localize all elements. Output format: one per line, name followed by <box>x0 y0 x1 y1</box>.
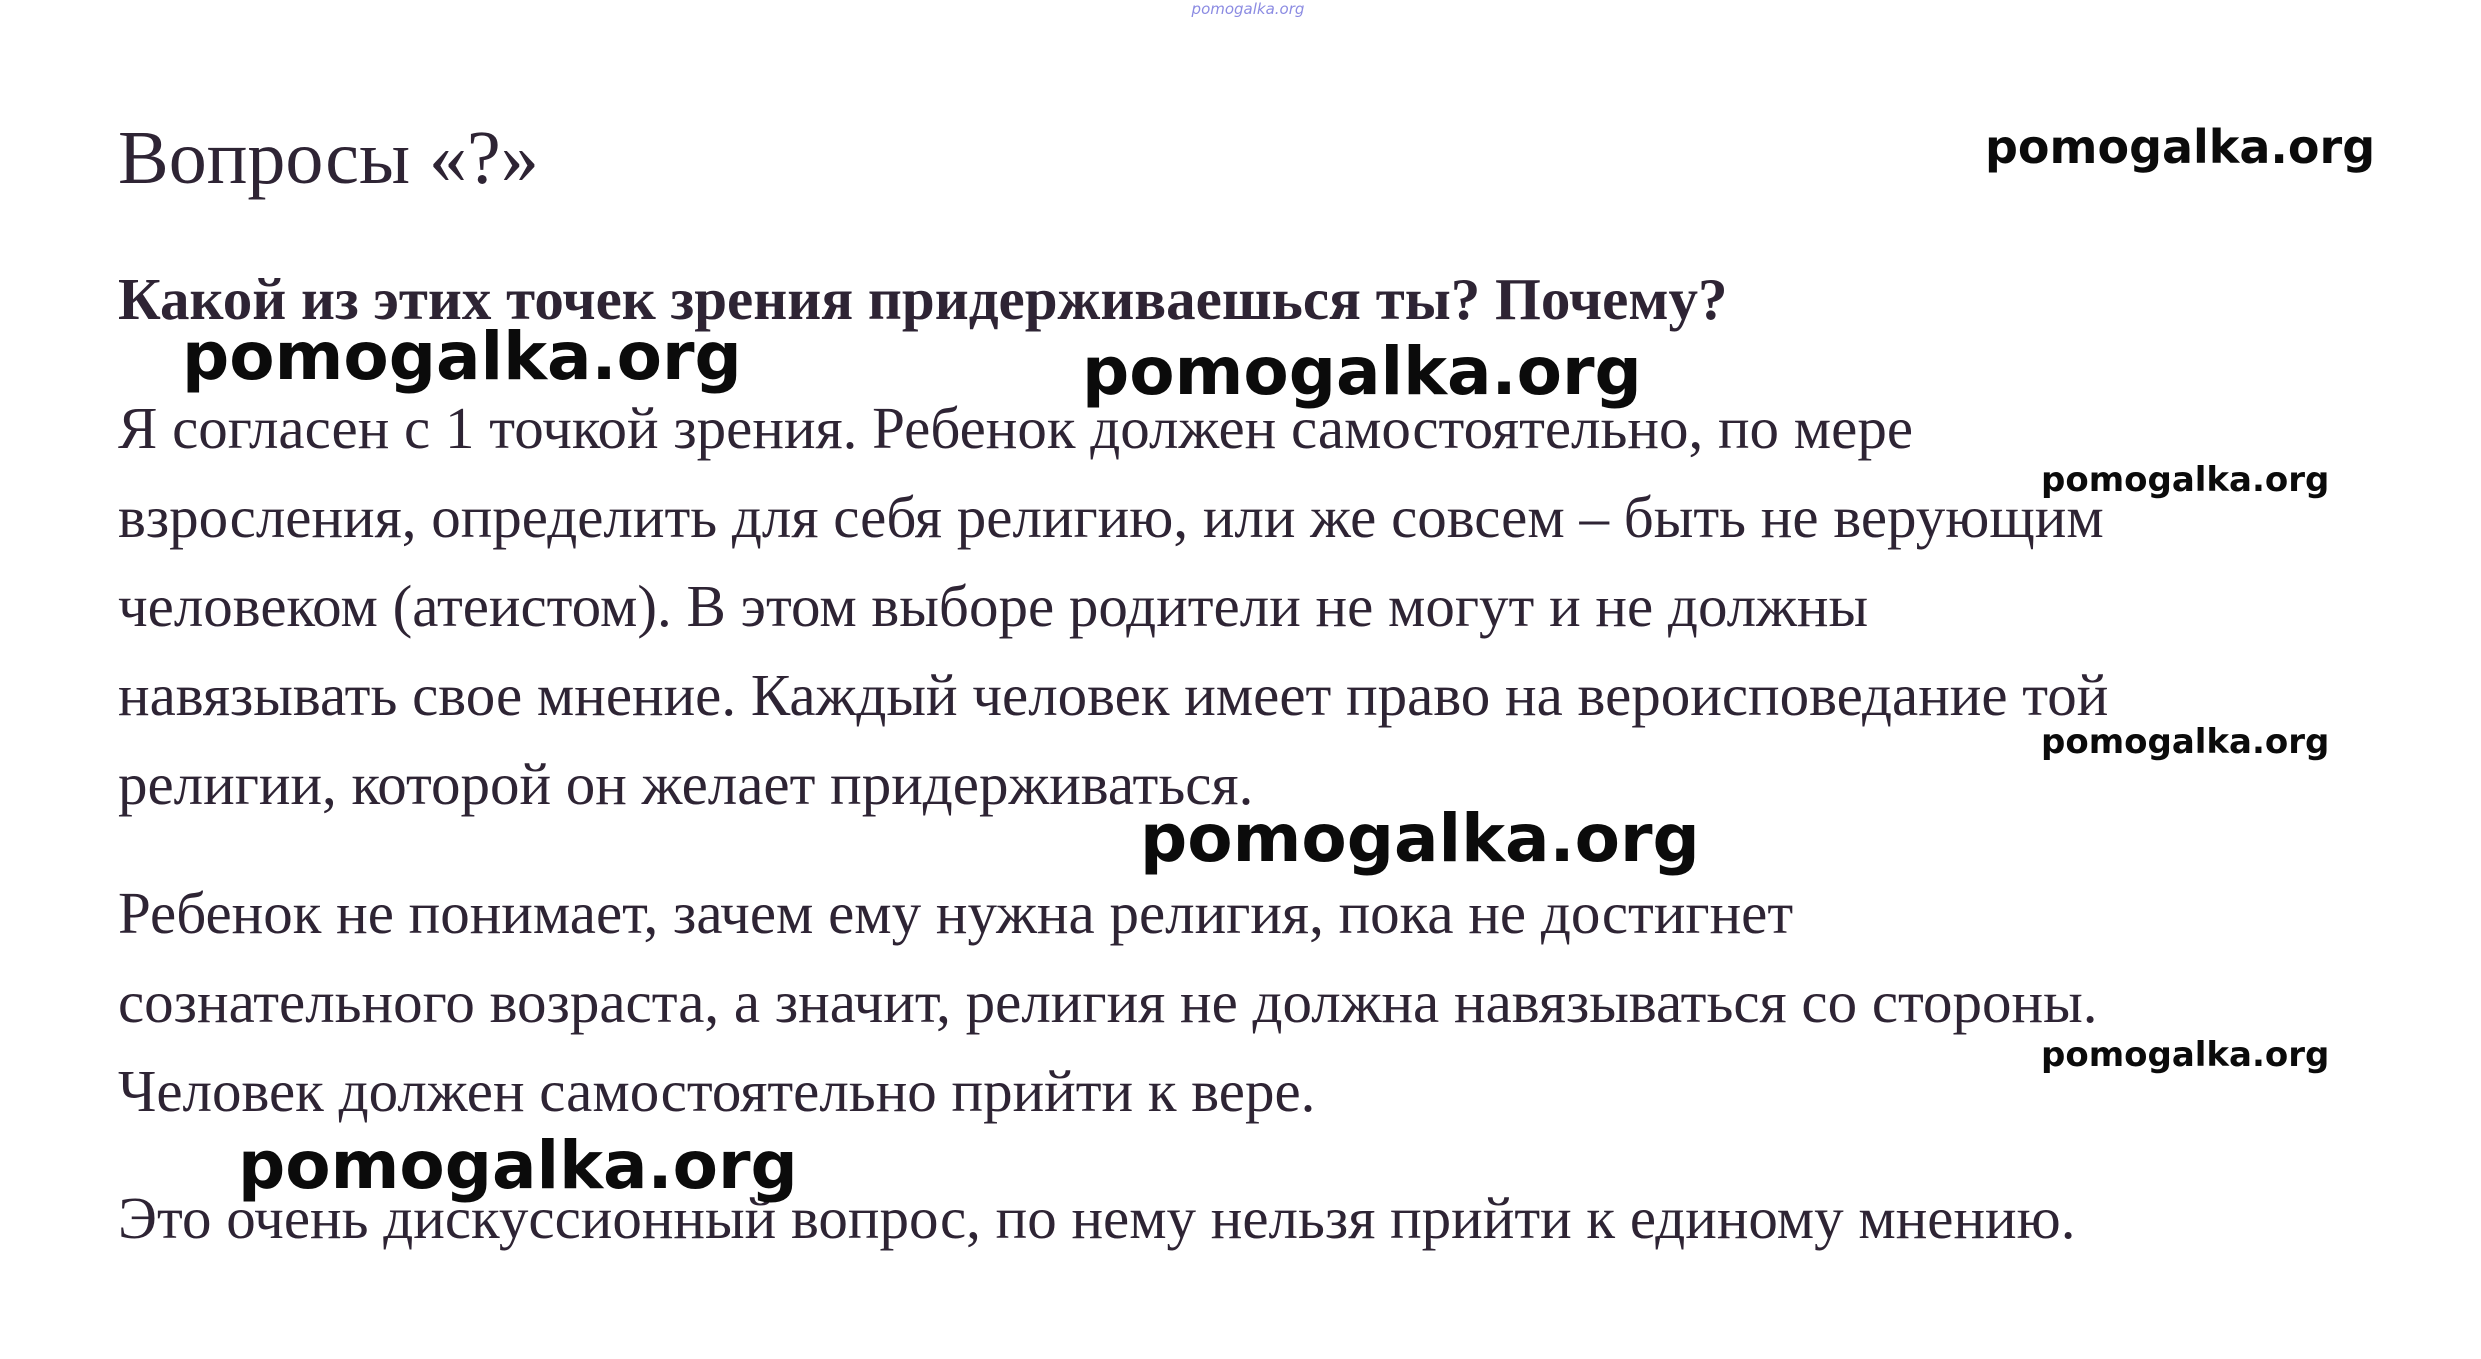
paragraph-line: человеком (атеистом). В этом выборе родители не могут и не должны <box>118 573 1869 639</box>
paragraph-line: Человек должен самостоятельно прийти к вере. <box>118 1058 1316 1124</box>
watermark-small: pomogalka.org <box>2041 722 2330 762</box>
question-text: Какой из этих точек зрения придерживаешься ты? Почему? <box>118 266 1728 332</box>
answer-paragraph-1 <box>118 384 2418 829</box>
paragraph-line: навязывать свое мнение. Каждый человек имеет право на вероисповедание той <box>118 662 2109 728</box>
answer-paragraph-2 <box>118 869 2418 1136</box>
paragraph-line: Я согласен с 1 точкой зрения. Ребенок должен самостоятельно, по мере <box>118 395 1914 461</box>
page-title: Вопросы «?» <box>118 116 539 200</box>
paragraph-line: Ребенок не понимает, зачем ему нужна религия, пока не достигнет <box>118 880 1794 946</box>
watermark-small: pomogalka.org <box>2041 1035 2330 1075</box>
watermark-large: pomogalka.org <box>1140 800 1700 877</box>
watermark-large: pomogalka.org <box>182 318 742 395</box>
watermark-large: pomogalka.org <box>1082 333 1642 410</box>
watermark-large: pomogalka.org <box>238 1127 798 1204</box>
paragraph-line: Это очень дискуссионный вопрос, по нему нельзя прийти к единому мнению. <box>118 1185 2076 1251</box>
watermark-top-right: pomogalka.org <box>1985 120 2376 174</box>
watermark-small: pomogalka.org <box>2041 460 2330 500</box>
paragraph-line: взросления, определить для себя религию, или же совсем – быть не верующим <box>118 484 2104 550</box>
paragraph-line: религии, которой он желает придерживаться. <box>118 751 1254 817</box>
top-site-mark: pomogalka.org <box>1191 0 1305 18</box>
paragraph-line: сознательного возраста, а значит, религия не должна навязываться со стороны. <box>118 969 2098 1035</box>
